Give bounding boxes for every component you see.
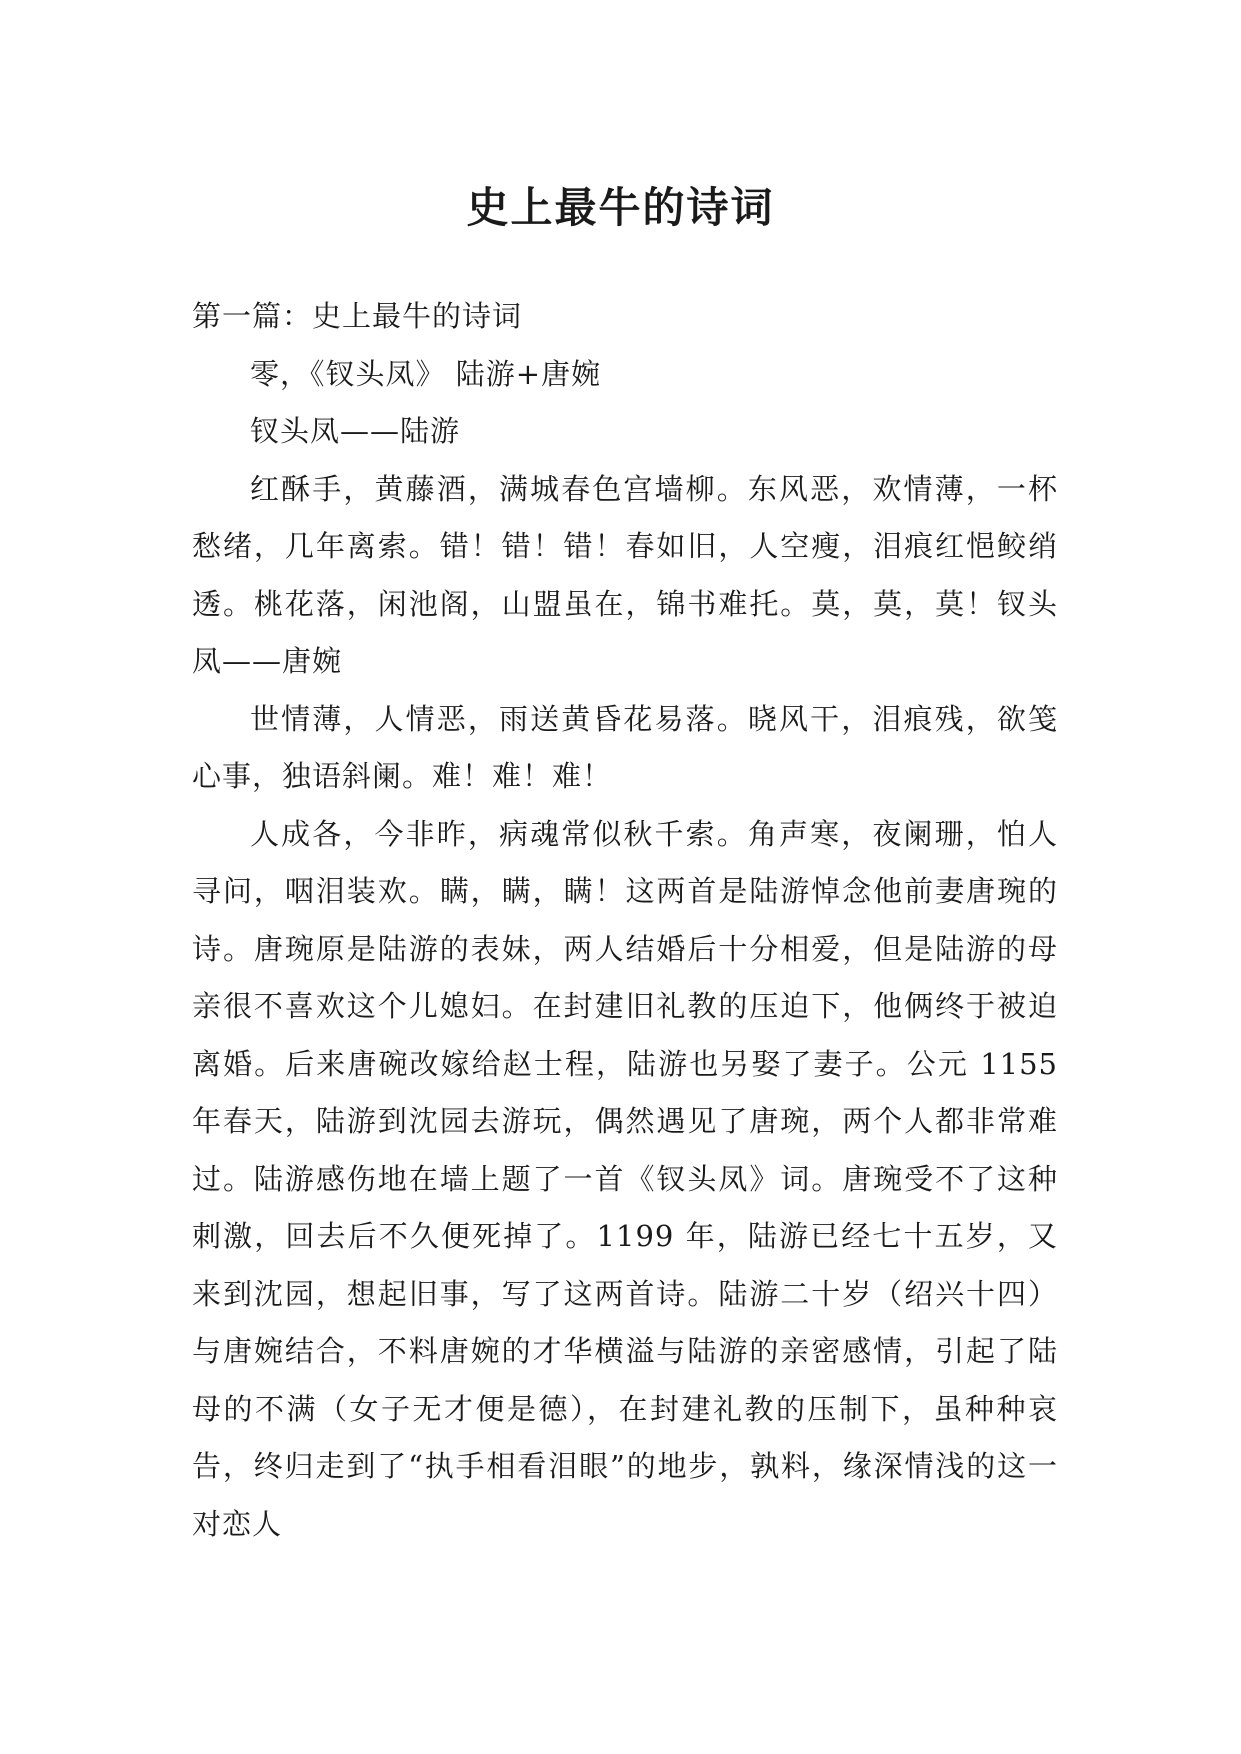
document-body <box>192 288 1058 1553</box>
poem-heading: 零，《钗头凤》 陆游+唐婉 <box>250 356 602 391</box>
body-paragraph: 世情薄，人情恶，雨送黄昏花易落。晓风干，泪痕残，欲笺心事，独语斜阑。难！难！难！ <box>192 701 1058 793</box>
body-paragraph: 人成各，今非昨，病魂常似秋千索。角声寒，夜阑珊，怕人寻问，咽泪装欢。瞒，瞒，瞒！这两首是陆游悼念他前妻唐琬的诗。唐琬原是陆游的表妹，两人结婚后十分相爱，但是陆游的母亲很不喜欢这个儿媳妇。在封建旧礼教的压迫下，他俩终于被迫离婚。后来唐碗改嫁给赵士程，陆游也另娶了妻子。公元 1155 年春天，陆游到沈园去游玩，偶然遇见了唐琬，两个人都非常难过。陆游感伤地在墙上题了一首《钗头凤》词。唐琬受不了这种刺激，回去后不久便死掉了。1199 年，陆游已经七十五岁，又来到沈园，想起旧事，写了这两首诗。陆游二十岁（绍兴十四）与唐婉结合，不料唐婉的才华横溢与陆游的亲密感情，引起了陆母的不满（女子无才便是德），在封建礼教的压制下，虽种种哀告，终归走到了“执手相看泪眼”的地步，孰料，缘深情浅的这一对恋人 <box>192 816 1058 1541</box>
poem-subtitle: 钗头凤——陆游 <box>250 414 461 448</box>
section-heading: 第一篇：史上最牛的诗词 <box>192 299 523 333</box>
body-paragraph: 红酥手，黄藤酒，满城春色宫墙柳。东风恶，欢情薄，一杯愁绪，几年离索。错！错！错！春如旧，人空瘦，泪痕红悒鲛绡透。桃花落，闲池阁，山盟虽在，锦书难托。莫，莫，莫！钗头凤——唐婉 <box>192 471 1058 678</box>
document-title: 史上最牛的诗词 <box>466 183 775 233</box>
